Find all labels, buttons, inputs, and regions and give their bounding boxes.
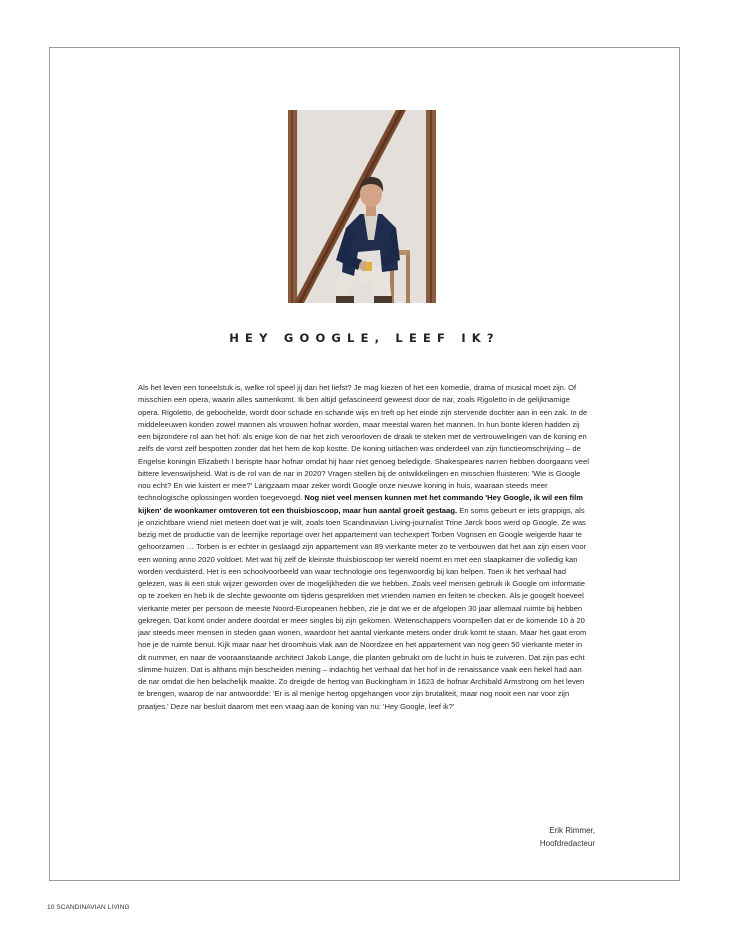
page-number: 10: [47, 904, 55, 911]
page-footer: [47, 904, 130, 911]
signature-role: Hoofdredacteur: [539, 839, 595, 848]
article-body-paragraph: En soms gebeurt er iets grappigs, als je onzichtbare vriend niet meteen doet wat je wilt, zoals toen Scandinavian Living-journalist Trine Jørck boos werd op Google. Ze was bezig met de productie van de leerrijke reportage over het appartement van techexpert Torben Vognsen en Google weigerde haar te gehoorzamen … Torben is er echter in geslaagd zijn appartement van 89 vierkante meter zo te verbouwen dat het aan zijn eisen voor een woning anno 2020 voldoet. Met wat hij zelf de kleinste thuisbioscoop ter wereld noemt en met een slaapkamer die volledig kan worden verduisterd. Het is een schoolvoorbeeld van waar technologie ons tegenwoordig bij kan helpen. Toen ik het verhaal had gelezen, was ik een stuk wijzer geworden over de mogelijkheden die we hebben. Zoals veel mensen gebruik ik Google om informatie op te zoeken en heb ik de slechte gewoonte om tijdens gesprekken met vrienden namen en feiten te checken. Als je googelt hoeveel vierkante meter per persoon de meeste Noord-Europeanen hebben, zie je dat we er de afgelopen 30 jaar allemaal ruimte bij hebben gekregen. Dat komt onder andere doordat er meer singles bij zijn gekomen. Wetenschappers voorspellen dat er de komende 10 à 20 jaar steeds meer mensen in steden gaan wonen, waardoor het aantal vierkante meters onder druk komt te staan. Maar het gaat erom hoe je de ruimte benut. Kijk maar naar het droomhuis vlak aan de Noordzee en het appartement van nog geen 50 vierkante meter in dit nummer, en naar de vooraanstaande architect Jakob Lange, die planten gebruikt om de lucht in huis te zuiveren. Dat zijn pas echt slimme huizen. Dat is althans mijn bescheiden mening – indachtig het verhaal dat het hof in de renaissance vaak een hekel had aan de nar omdat die hen belachelijk maakte. Zo dreigde de hertog van Buckingham in 1623 de hofnar Archibald Armstrong om het leven te brengen, waarop de nar antwoordde: 'Er is al menige hertog opgehangen voor zijn brutaliteit, maar nog nooit een nar voor zijn praatjes.' Deze nar besluit daarom met een vraag aan de koning van nu: 'Hey Google, leef ik?': [138, 505, 587, 711]
article-title: HEY GOOGLE, LEEF IK?: [229, 331, 500, 345]
editor-photo: [288, 110, 436, 303]
signature: [450, 824, 595, 850]
magazine-name: SCANDINAVIAN LIVING: [56, 904, 130, 911]
article-body-paragraph: Als het leven een toneelstuk is, welke rol speel jij dan het liefst? Je mag kiezen of het een komedie, drama of musical moet zijn. Of misschien een opera, waarin alles samenkomt. Ik ben altijd gefascineerd geweest door de nar, zoals Rigoletto in de gelijknamige opera. Rigoletto, de gebochelde, wordt door schade en schande wijs en treft op het einde zijn stervende dochter aan in een zak. In de middeleeuwen konden zowel mannen als vrouwen hofnar worden, maar meestal waren het mannen. In hun bonte kleren hadden zij een bijzondere rol aan het hof: als enige kon de nar het zich veroorloven de draak te steken met de vertrouwelingen van de koning en zelfs de vorst zelf bespotten zonder dat het hem de kop kostte. De koning uitlachen was onderdeel van zijn functieomschrijving – de Engelse koningin Elizabeth I berispte haar hofnar omdat hij haar niet genoeg beledigde. Shakespeares narren hebben doorgaans veel bittere levenswijsheid. Wat is de rol van de nar in 2020? Vragen stellen bij de ontwikkelingen en misschien fluisteren: 'Wie is Google nou echt? En wie luistert er mee?' Langzaam maar zeker wordt Google onze nieuwe koning in huis, waaraan steeds meer technologische oplossingen worden toegevoegd.: [138, 383, 589, 503]
editor-portrait-image: [288, 110, 436, 303]
article-body: [138, 382, 590, 713]
signature-name: Erik Rimmer,: [549, 826, 595, 835]
article-body-highlight: Nog niet veel mensen kunnen met het commando 'Hey Google, ik wil een film kijken' de woonkamer omtoveren tot een thuisbioscoop, maar hun aantal groeit gestaag.: [138, 493, 583, 515]
